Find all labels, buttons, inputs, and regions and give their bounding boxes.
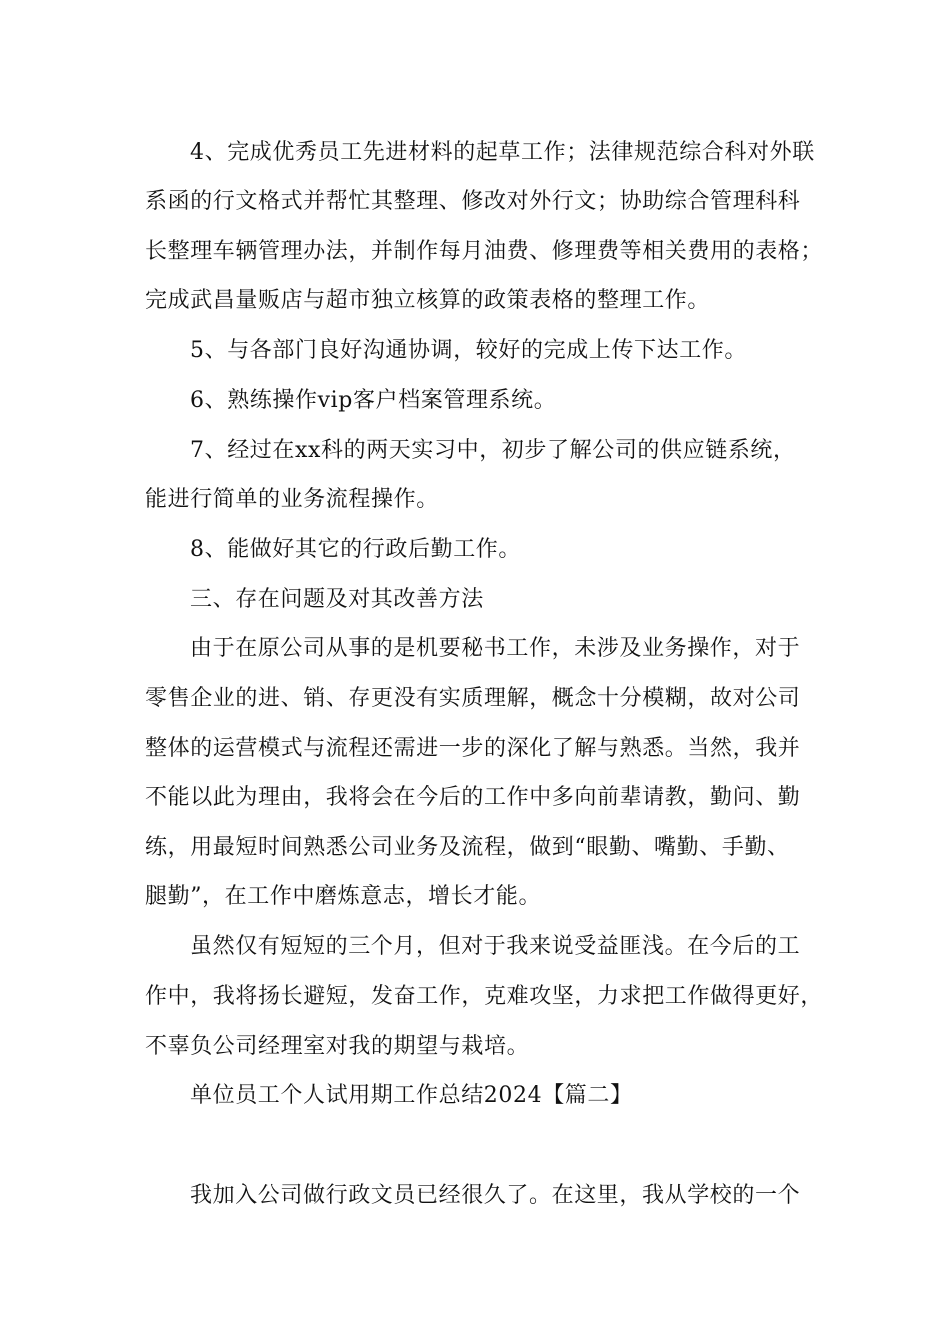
article-subtitle: 单位员工个人试用期工作总结2024【篇二】 [190,1083,633,1108]
item-7-line-2: 能进行简单的业务流程操作。 [145,487,439,512]
paragraph-1-line-5: 练，用最短时间熟悉公司业务及流程，做到“眼勤、嘴勤、手勤、 [145,835,790,860]
section-heading-3: 三、存在问题及对其改善方法 [190,587,484,612]
item-5: 5、与各部门良好沟通协调，较好的完成上传下达工作。 [190,338,747,363]
paragraph-2-line-1: 虽然仅有短短的三个月，但对于我来说受益匪浅。在今后的工 [190,934,801,959]
paragraph-2-line-3: 不辜负公司经理室对我的期望与栽培。 [145,1034,530,1059]
paragraph-3-line-1: 我加入公司做行政文员已经很久了。在这里，我从学校的一个 [190,1183,801,1208]
paragraph-1-line-3: 整体的运营模式与流程还需进一步的深化了解与熟悉。当然，我并 [145,736,801,761]
item-4-line-4: 完成武昌量贩店与超市独立核算的政策表格的整理工作。 [145,288,711,313]
item-4-line-3: 长整理车辆管理办法，并制作每月油费、修理费等相关费用的表格； [145,239,824,264]
paragraph-1-line-4: 不能以此为理由，我将会在今后的工作中多向前辈请教，勤问、勤 [145,785,801,810]
paragraph-2-line-2: 作中，我将扬长避短，发奋工作，克难攻坚，力求把工作做得更好， [145,984,824,1009]
item-7-line-1: 7、经过在xx科的两天实习中，初步了解公司的供应链系统， [190,438,796,463]
paragraph-1-line-6: 腿勤”，在工作中磨炼意志，增长才能。 [145,884,542,909]
item-4-line-1: 4、完成优秀员工先进材料的起草工作；法律规范综合科对外联 [190,140,815,165]
item-6: 6、熟练操作vip客户档案管理系统。 [190,388,557,413]
paragraph-1-line-2: 零售企业的进、销、存更没有实质理解，概念十分模糊，故对公司 [145,686,801,711]
item-8: 8、能做好其它的行政后勤工作。 [190,537,521,562]
item-4-line-2: 系函的行文格式并帮忙其整理、修改对外行文；协助综合管理科科 [145,189,801,214]
paragraph-1-line-1: 由于在原公司从事的是机要秘书工作，未涉及业务操作，对于 [190,636,801,661]
